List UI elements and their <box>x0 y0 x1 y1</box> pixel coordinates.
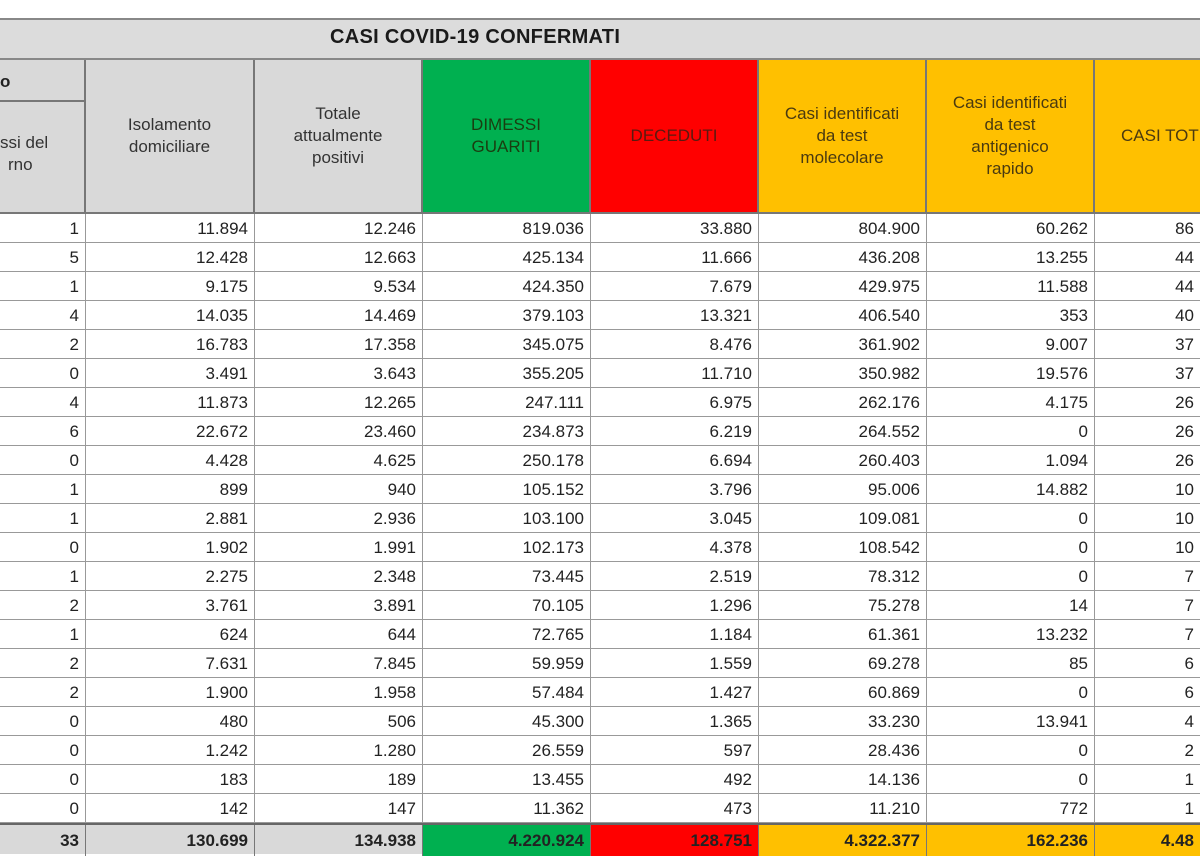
table-cell[interactable]: 45.300 <box>423 707 591 736</box>
header-casi-molecolare[interactable] <box>759 60 927 214</box>
table-row <box>0 388 1200 417</box>
table-cell[interactable]: 350.982 <box>759 359 927 388</box>
table-cell[interactable]: 2 <box>0 330 86 359</box>
table-cell[interactable]: 4.625 <box>255 446 423 475</box>
table-cell[interactable]: 108.542 <box>759 533 927 562</box>
table-cell[interactable]: 11.362 <box>423 794 591 823</box>
table-cell[interactable]: 355.205 <box>423 359 591 388</box>
table-cell[interactable]: 3.045 <box>591 504 759 533</box>
table-cell[interactable]: 13.321 <box>591 301 759 330</box>
table-cell[interactable]: 234.873 <box>423 417 591 446</box>
table-row <box>0 330 1200 359</box>
table-cell[interactable]: 44 <box>1175 248 1194 267</box>
table-cell[interactable]: 2.881 <box>86 504 255 533</box>
table-cell[interactable]: 23.460 <box>255 417 423 446</box>
table-cell[interactable]: 8.476 <box>591 330 759 359</box>
table-cell[interactable]: 0 <box>0 446 86 475</box>
table-cell[interactable]: 353 <box>927 301 1095 330</box>
table-cell[interactable]: 6.975 <box>591 388 759 417</box>
table-cell[interactable]: 3.491 <box>86 359 255 388</box>
table-cell[interactable]: 436.208 <box>759 243 927 272</box>
table-cell[interactable]: 1 <box>1184 799 1194 818</box>
table-cell[interactable]: 0 <box>0 765 86 794</box>
totals-row <box>0 823 1200 854</box>
table-cell[interactable]: 4.378 <box>591 533 759 562</box>
table-cell[interactable]: 2.936 <box>255 504 423 533</box>
table-cell[interactable]: 361.902 <box>759 330 927 359</box>
table-cell[interactable]: 13.455 <box>423 765 591 794</box>
header-region-label[interactable]: o <box>0 60 86 102</box>
table-cell[interactable]: 11.666 <box>591 243 759 272</box>
table-cell[interactable]: 597 <box>591 736 759 765</box>
table-cell[interactable]: 1.900 <box>86 678 255 707</box>
table-cell[interactable]: 13.255 <box>927 243 1095 272</box>
table-cell[interactable]: 1.427 <box>591 678 759 707</box>
table-cell[interactable]: 5 <box>0 243 86 272</box>
table-cell[interactable]: 4 <box>1184 712 1194 731</box>
table-cell[interactable]: 1.242 <box>86 736 255 765</box>
table-cell[interactable]: 183 <box>86 765 255 794</box>
table-row <box>0 707 1200 736</box>
table-cell[interactable]: 2.348 <box>255 562 423 591</box>
table-cell[interactable]: 10 <box>1175 480 1194 499</box>
total-cell[interactable]: 33 <box>0 825 86 856</box>
table-cell[interactable]: 429.975 <box>759 272 927 301</box>
header-line: CASI TOT <box>1121 126 1199 145</box>
table-row <box>0 272 1200 301</box>
table-cell[interactable]: 0 <box>927 765 1095 794</box>
table-cell[interactable]: 44 <box>1175 277 1194 296</box>
table-cell[interactable]: 10 <box>1175 509 1194 528</box>
table-cell[interactable]: 425.134 <box>423 243 591 272</box>
table-cell[interactable]: 14.035 <box>86 301 255 330</box>
table-cell[interactable]: 11.873 <box>86 388 255 417</box>
total-cell[interactable]: 128.751 <box>591 825 759 856</box>
table-cell[interactable]: 22.672 <box>86 417 255 446</box>
table-cell[interactable]: 0 <box>0 736 86 765</box>
table-cell[interactable]: 26 <box>1175 422 1194 441</box>
table-cell[interactable]: 250.178 <box>423 446 591 475</box>
table-cell[interactable]: 7 <box>1184 625 1194 644</box>
table-cell[interactable]: 11.588 <box>927 272 1095 301</box>
table-cell[interactable]: 73.445 <box>423 562 591 591</box>
table-row <box>0 475 1200 504</box>
table-cell[interactable]: 9.007 <box>927 330 1095 359</box>
table-row <box>0 214 1200 243</box>
header-deceduti[interactable] <box>591 60 759 214</box>
table-cell[interactable]: 12.246 <box>255 214 423 243</box>
table-row <box>0 243 1200 272</box>
table-cell[interactable]: 6 <box>1184 654 1194 673</box>
table-cell[interactable]: 1 <box>1184 770 1194 789</box>
table-cell[interactable]: 899 <box>86 475 255 504</box>
table-cell[interactable]: 4 <box>0 301 86 330</box>
header-line: domiciliare <box>128 137 211 156</box>
table-cell[interactable]: 2 <box>0 649 86 678</box>
table-cell[interactable]: 11.710 <box>591 359 759 388</box>
table-row <box>0 504 1200 533</box>
table-cell[interactable]: 72.765 <box>423 620 591 649</box>
header-dimessi-guariti[interactable] <box>423 60 591 214</box>
total-cell[interactable]: 130.699 <box>86 825 255 856</box>
table-cell[interactable]: 424.350 <box>423 272 591 301</box>
table-cell[interactable]: 772 <box>927 794 1095 823</box>
table-cell[interactable]: 0 <box>927 533 1095 562</box>
table-cell[interactable]: 1 <box>0 214 86 243</box>
table-cell[interactable]: 480 <box>86 707 255 736</box>
table-cell[interactable]: 492 <box>591 765 759 794</box>
table-cell[interactable]: 14.469 <box>255 301 423 330</box>
table-cell[interactable]: 12.265 <box>255 388 423 417</box>
total-cell[interactable]: 4.48 <box>1095 825 1200 856</box>
header-line: Casi identificati <box>784 104 900 123</box>
table-cell[interactable]: 1.184 <box>591 620 759 649</box>
table-cell[interactable]: 379.103 <box>423 301 591 330</box>
table-cell[interactable]: 0 <box>0 359 86 388</box>
table-cell[interactable]: 61.361 <box>759 620 927 649</box>
table-cell[interactable]: 33.230 <box>759 707 927 736</box>
table-cell[interactable]: 0 <box>927 736 1095 765</box>
header-line: antigenico <box>971 137 1049 156</box>
table-cell[interactable]: 473 <box>591 794 759 823</box>
table-cell[interactable]: 0 <box>927 678 1095 707</box>
table-cell[interactable]: 6.694 <box>591 446 759 475</box>
table-cell[interactable]: 14.136 <box>759 765 927 794</box>
table-cell[interactable]: 19.576 <box>927 359 1095 388</box>
table-cell[interactable]: 0 <box>0 533 86 562</box>
table-cell[interactable]: 1 <box>0 475 86 504</box>
table-cell[interactable]: 142 <box>86 794 255 823</box>
table-cell[interactable]: 4.175 <box>927 388 1095 417</box>
table-cell[interactable]: 1.094 <box>927 446 1095 475</box>
header-totale-positivi[interactable] <box>255 60 423 214</box>
table-cell[interactable]: 247.111 <box>423 388 591 417</box>
table-cell[interactable]: 0 <box>0 794 86 823</box>
total-cell[interactable]: 4.220.924 <box>423 825 591 856</box>
table-cell[interactable]: 1.958 <box>255 678 423 707</box>
header-line: rapido <box>986 159 1034 178</box>
table-cell[interactable]: 2.275 <box>86 562 255 591</box>
header-line: Isolamento <box>127 115 212 134</box>
table-row <box>0 765 1200 794</box>
table-cell[interactable]: 13.941 <box>927 707 1095 736</box>
table-cell[interactable]: 102.173 <box>423 533 591 562</box>
table-cell[interactable]: 6.219 <box>591 417 759 446</box>
table-cell[interactable]: 16.783 <box>86 330 255 359</box>
table-cell[interactable]: 6 <box>1184 683 1194 702</box>
table-cell[interactable]: 57.484 <box>423 678 591 707</box>
table-cell[interactable]: 40 <box>1175 306 1194 325</box>
table-cell[interactable]: 1.296 <box>591 591 759 620</box>
table-row <box>0 359 1200 388</box>
header-line: Casi identificati <box>952 93 1068 112</box>
table-cell[interactable]: 95.006 <box>759 475 927 504</box>
table-cell[interactable]: 1 <box>0 504 86 533</box>
table-cell[interactable]: 1 <box>0 272 86 301</box>
table-cell[interactable]: 69.278 <box>759 649 927 678</box>
table-cell[interactable]: 26 <box>1175 451 1194 470</box>
table-cell[interactable]: 644 <box>255 620 423 649</box>
total-cell[interactable]: 4.322.377 <box>759 825 927 856</box>
table-body <box>0 214 1200 854</box>
header-line: attualmente <box>293 126 383 145</box>
table-row <box>0 649 1200 678</box>
table-cell[interactable]: 10 <box>1175 538 1194 557</box>
header-line: da test <box>984 115 1036 134</box>
table-cell[interactable]: 33.880 <box>591 214 759 243</box>
header-line: da test <box>816 126 868 145</box>
table-title: CASI COVID-19 CONFERMATI <box>330 26 621 48</box>
table-cell[interactable]: 264.552 <box>759 417 927 446</box>
table-cell[interactable]: 11.894 <box>86 214 255 243</box>
header-line: Totale <box>315 104 361 123</box>
table-cell[interactable]: 624 <box>86 620 255 649</box>
table-cell[interactable]: 1 <box>0 620 86 649</box>
table-cell[interactable]: 85 <box>927 649 1095 678</box>
table-row <box>0 620 1200 649</box>
table-cell[interactable]: 37 <box>1175 335 1194 354</box>
table-cell[interactable]: 189 <box>255 765 423 794</box>
table-cell[interactable]: 506 <box>255 707 423 736</box>
table-row <box>0 562 1200 591</box>
table-cell[interactable]: 1.280 <box>255 736 423 765</box>
table-cell[interactable]: 804.900 <box>759 214 927 243</box>
table-cell[interactable]: 2 <box>1184 741 1194 760</box>
table-cell[interactable]: 105.152 <box>423 475 591 504</box>
table-cell[interactable]: 0 <box>927 562 1095 591</box>
table-cell[interactable]: 0 <box>927 417 1095 446</box>
header-line: molecolare <box>800 148 884 167</box>
table-cell[interactable]: 2.519 <box>591 562 759 591</box>
title-bar <box>0 18 1200 60</box>
table-row <box>0 301 1200 330</box>
table-cell[interactable]: 1 <box>0 562 86 591</box>
header-col-0[interactable] <box>0 102 86 214</box>
table-cell[interactable]: 37 <box>1175 364 1194 383</box>
header-isolamento-domiciliare[interactable] <box>86 60 255 214</box>
table-cell[interactable]: 103.100 <box>423 504 591 533</box>
total-cell[interactable]: 134.938 <box>255 825 423 856</box>
table-cell[interactable]: 940 <box>255 475 423 504</box>
table-cell[interactable]: 3.891 <box>255 591 423 620</box>
table-cell[interactable]: 2 <box>0 591 86 620</box>
table-cell[interactable]: 86 <box>1175 219 1194 238</box>
table-cell[interactable]: 7 <box>1184 567 1194 586</box>
table-cell[interactable]: 7 <box>1184 596 1194 615</box>
table-cell[interactable]: 60.869 <box>759 678 927 707</box>
table-cell[interactable]: 1.559 <box>591 649 759 678</box>
table-cell[interactable]: 75.278 <box>759 591 927 620</box>
table-cell[interactable]: 60.262 <box>927 214 1095 243</box>
header-line: rno <box>8 155 33 174</box>
header-line: DIMESSI <box>471 115 541 134</box>
table-cell[interactable]: 26.559 <box>423 736 591 765</box>
table-cell[interactable]: 26 <box>1175 393 1194 412</box>
header-line: GUARITI <box>471 137 541 156</box>
total-cell[interactable]: 162.236 <box>927 825 1095 856</box>
table-cell[interactable]: 9.534 <box>255 272 423 301</box>
table-row <box>0 591 1200 620</box>
table-cell[interactable]: 1.365 <box>591 707 759 736</box>
table-cell[interactable]: 11.210 <box>759 794 927 823</box>
table-cell[interactable]: 12.428 <box>86 243 255 272</box>
table-cell[interactable]: 260.403 <box>759 446 927 475</box>
table-row <box>0 736 1200 765</box>
table-cell[interactable]: 0 <box>0 707 86 736</box>
header-casi-antigenico[interactable] <box>927 60 1095 214</box>
header-line: DECEDUTI <box>630 126 718 145</box>
table-cell[interactable]: 1.902 <box>86 533 255 562</box>
table-row <box>0 417 1200 446</box>
table-cell[interactable]: 7.631 <box>86 649 255 678</box>
header-casi-totali[interactable] <box>1095 60 1200 214</box>
table-cell[interactable]: 406.540 <box>759 301 927 330</box>
table-row <box>0 794 1200 823</box>
table-cell[interactable]: 3.643 <box>255 359 423 388</box>
table-cell[interactable]: 2 <box>0 678 86 707</box>
table-row <box>0 678 1200 707</box>
table-cell[interactable]: 12.663 <box>255 243 423 272</box>
table-cell[interactable]: 70.105 <box>423 591 591 620</box>
table-cell[interactable]: 3.761 <box>86 591 255 620</box>
table-cell[interactable]: 109.081 <box>759 504 927 533</box>
table-cell[interactable]: 262.176 <box>759 388 927 417</box>
header-line: positivi <box>312 148 364 167</box>
table-cell[interactable]: 819.036 <box>423 214 591 243</box>
table-cell[interactable]: 28.436 <box>759 736 927 765</box>
table-cell[interactable]: 59.959 <box>423 649 591 678</box>
table-cell[interactable]: 345.075 <box>423 330 591 359</box>
header-line: ssi del <box>0 133 49 152</box>
table-cell[interactable]: 78.312 <box>759 562 927 591</box>
table-cell[interactable]: 4 <box>0 388 86 417</box>
table-cell[interactable]: 7.845 <box>255 649 423 678</box>
table-cell[interactable]: 9.175 <box>86 272 255 301</box>
table-cell[interactable]: 0 <box>927 504 1095 533</box>
table-cell[interactable]: 7.679 <box>591 272 759 301</box>
table-row <box>0 446 1200 475</box>
table-row <box>0 533 1200 562</box>
table-cell[interactable]: 14.882 <box>927 475 1095 504</box>
table-cell[interactable]: 4.428 <box>86 446 255 475</box>
table-cell[interactable]: 14 <box>927 591 1095 620</box>
table-cell[interactable]: 6 <box>0 417 86 446</box>
table-cell[interactable]: 3.796 <box>591 475 759 504</box>
table-cell[interactable]: 1.991 <box>255 533 423 562</box>
table-cell[interactable]: 13.232 <box>927 620 1095 649</box>
table-cell[interactable]: 147 <box>255 794 423 823</box>
table-cell[interactable]: 17.358 <box>255 330 423 359</box>
